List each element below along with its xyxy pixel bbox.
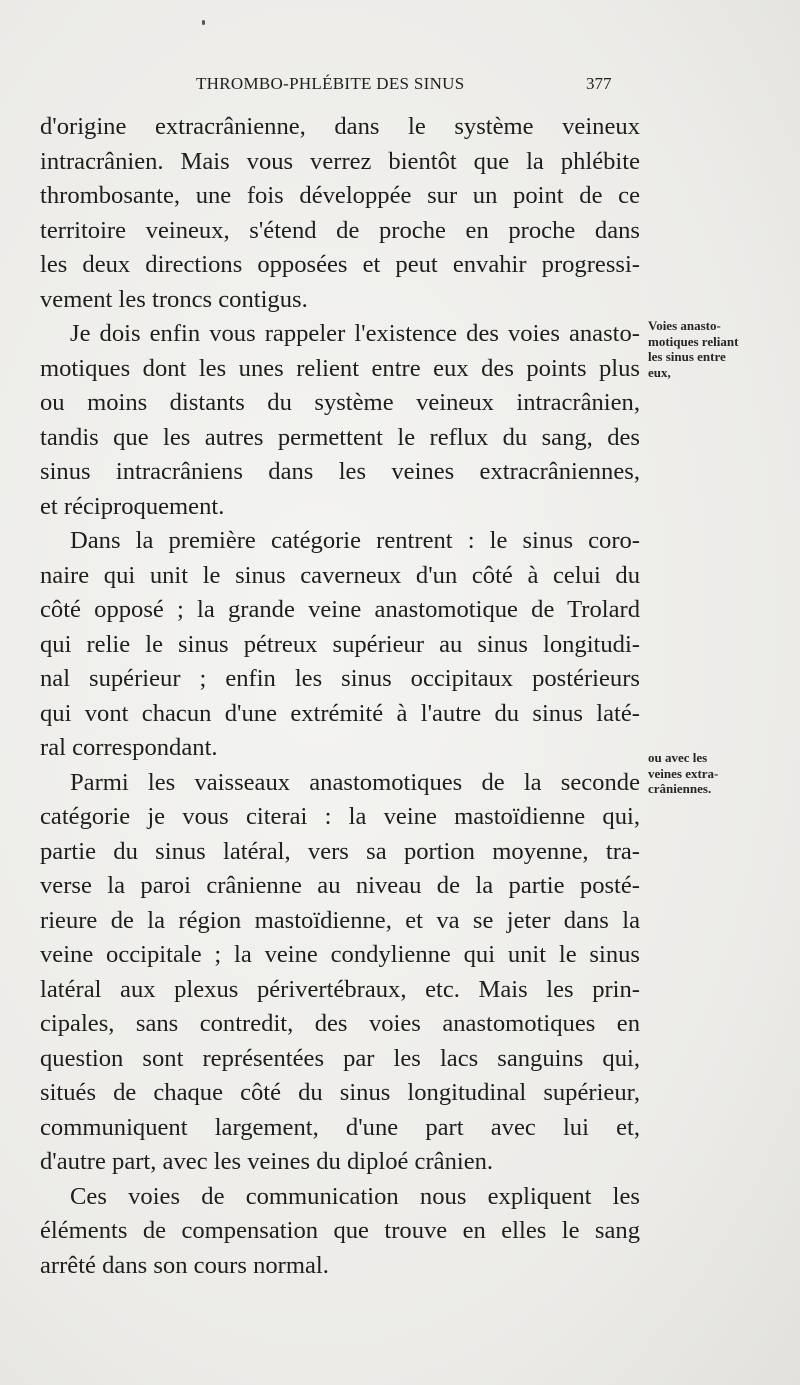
text-line: côté opposé ; la grande veine anastomotique de Trolard <box>40 596 640 623</box>
text-line: Je dois enfin vous rappeler l'existence des voies anasto- <box>70 320 640 347</box>
page-header <box>0 74 800 98</box>
text-line: d'origine extracrânienne, dans le système veineux <box>40 113 640 140</box>
text-line: latéral aux plexus périvertébraux, etc. Mais les prin- <box>40 975 640 1003</box>
text-line: d'autre part, avec les veines du diploé crânien. <box>40 1148 494 1175</box>
text-line: catégorie je vous citerai : la veine mastoïdienne qui, <box>40 803 640 830</box>
text-line: nal supérieur ; enfin les sinus occipitaux postérieurs <box>40 665 640 692</box>
text-line: territoire veineux, s'étend de proche en proche dans <box>40 216 640 244</box>
text-line: rieure de la région mastoïdienne, et va se jeter dans la <box>40 906 640 934</box>
margin-note-line: ou avec les <box>648 750 708 765</box>
ink-speck <box>202 20 205 25</box>
text-line: verse la paroi crânienne au niveau de la partie posté- <box>40 872 640 899</box>
text-line: Dans la première catégorie rentrent : le sinus coro- <box>70 527 640 554</box>
margin-note-extracranial-veins <box>648 750 770 797</box>
text-line: communiquent largement, d'une part avec lui et, <box>40 1113 640 1141</box>
text-line: veine occipitale ; la veine condylienne qui unit le sinus <box>40 941 640 968</box>
text-line: qui vont chacun d'une extrémité à l'autre du sinus laté- <box>40 699 640 727</box>
text-line: motiques dont les unes relient entre eux des points plus <box>40 354 640 382</box>
text-line: les deux directions opposées et peut envahir progressi- <box>40 251 640 278</box>
text-line: vement les troncs contigus. <box>40 285 308 313</box>
text-line: Parmi les vaisseaux anastomotiques de la seconde <box>70 768 640 796</box>
text-line: question sont représentées par les lacs sanguins qui, <box>40 1044 640 1072</box>
text-line: partie du sinus latéral, vers sa portion moyenne, tra- <box>40 837 640 865</box>
text-line: ou moins distants du système veineux intracrânien, <box>40 389 640 416</box>
text-line: et réciproquement. <box>40 492 225 520</box>
text-line: intracrânien. Mais vous verrez bientôt que la phlébite <box>40 147 640 175</box>
margin-note-anastomotic-veins <box>648 318 770 380</box>
text-line: naire qui unit le sinus caverneux d'un côté à celui du <box>40 561 640 589</box>
page-number: 377 <box>586 74 612 93</box>
text-line: Ces voies de communication nous expliquent les <box>70 1182 640 1210</box>
margin-note-line: eux, <box>648 364 671 380</box>
margin-note-line: motiques reliant <box>648 333 739 349</box>
text-line: cipales, sans contredit, des voies anastomotiques en <box>40 1010 640 1037</box>
text-line: éléments de compensation que trouve en elles le sang <box>40 1217 640 1244</box>
running-title: THROMBO-PHLÉBITE DES SINUS <box>196 74 465 93</box>
text-line: qui relie le sinus pétreux supérieur au sinus longitudi- <box>40 630 640 658</box>
text-line: tandis que les autres permettent le reflux du sang, des <box>40 423 640 451</box>
body-text <box>40 110 640 1283</box>
margin-note-line: veines extra- <box>648 765 719 781</box>
text-line: sinus intracrâniens dans les veines extracrâniennes, <box>40 458 640 485</box>
text-line: situés de chaque côté du sinus longitudinal supérieur, <box>40 1079 640 1106</box>
text-line: thrombosante, une fois développée sur un point de ce <box>40 182 640 209</box>
text-line: arrêté dans son cours normal. <box>40 1251 329 1279</box>
text-line: ral correspondant. <box>40 734 218 761</box>
margin-note-line: Voies anasto- <box>648 318 721 333</box>
margin-note-line: crâniennes. <box>648 781 712 796</box>
margin-note-line: les sinus entre <box>648 349 726 364</box>
